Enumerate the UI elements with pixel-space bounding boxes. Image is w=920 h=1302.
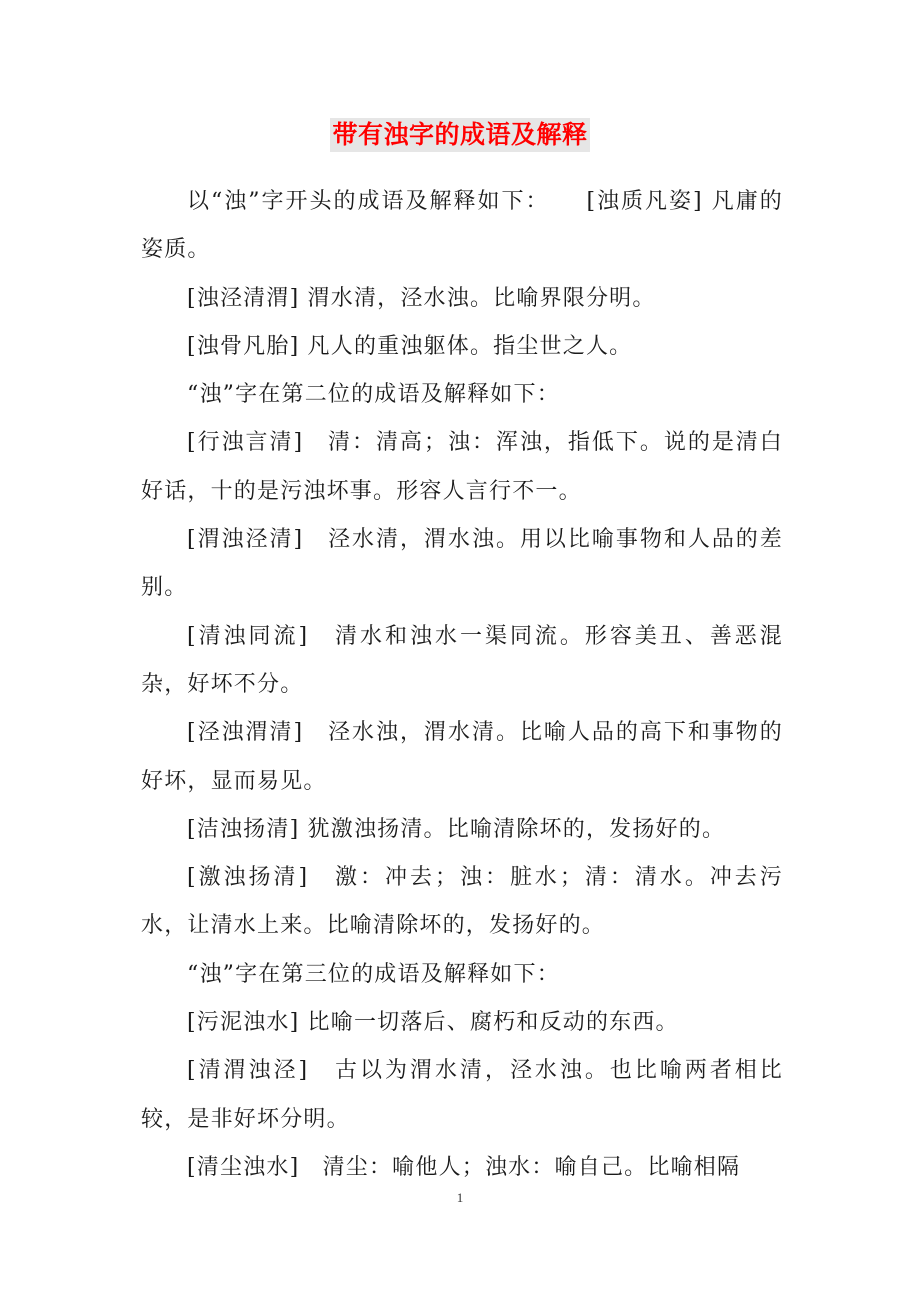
document-body (141, 178, 783, 1192)
document-title: 带有浊字的成语及解释 (330, 118, 589, 152)
paragraph: [激浊扬清] 激：冲去；浊：脏水；清：清水。冲去污水，让清水上来。比喻清除坏的，发扬好的。 (141, 865, 783, 939)
paragraph: [渭浊泾清] 泾水清，渭水浊。用以比喻事物和人品的差别。 (141, 527, 783, 601)
paragraph: 以“浊”字开头的成语及解释如下： [浊质凡姿] 凡庸的姿质。 (141, 189, 783, 263)
paragraph: [清渭浊泾] 古以为渭水清，泾水浊。也比喻两者相比较，是非好坏分明。 (141, 1058, 783, 1132)
paragraph: [泾浊渭清] 泾水浊，渭水清。比喻人品的高下和事物的好坏，显而易见。 (141, 720, 783, 794)
paragraph: [行浊言清] 清：清高；浊：浑浊，指低下。说的是清白好话，十的是污浊坏事。形容人言行不一。 (141, 430, 783, 504)
title-container (0, 118, 920, 152)
paragraph: [清尘浊水] 清尘：喻他人；浊水：喻自己。比喻相隔 (187, 1154, 741, 1180)
page-number: 1 (456, 1190, 464, 1205)
paragraph: [洁浊扬清] 犹激浊扬清。比喻清除坏的，发扬好的。 (187, 816, 726, 842)
paragraph: [浊泾清渭] 渭水清，泾水浊。比喻界限分明。 (187, 285, 656, 311)
paragraph: “浊”字在第二位的成语及解释如下： (187, 382, 560, 408)
paragraph: [清浊同流] 清水和浊水一渠同流。形容美丑、善恶混杂，好坏不分。 (141, 623, 783, 697)
paragraph: “浊”字在第三位的成语及解释如下： (187, 961, 560, 987)
paragraph: [浊骨凡胎] 凡人的重浊躯体。指尘世之人。 (187, 333, 633, 359)
paragraph: [污泥浊水] 比喻一切落后、腐朽和反动的东西。 (187, 1010, 679, 1036)
